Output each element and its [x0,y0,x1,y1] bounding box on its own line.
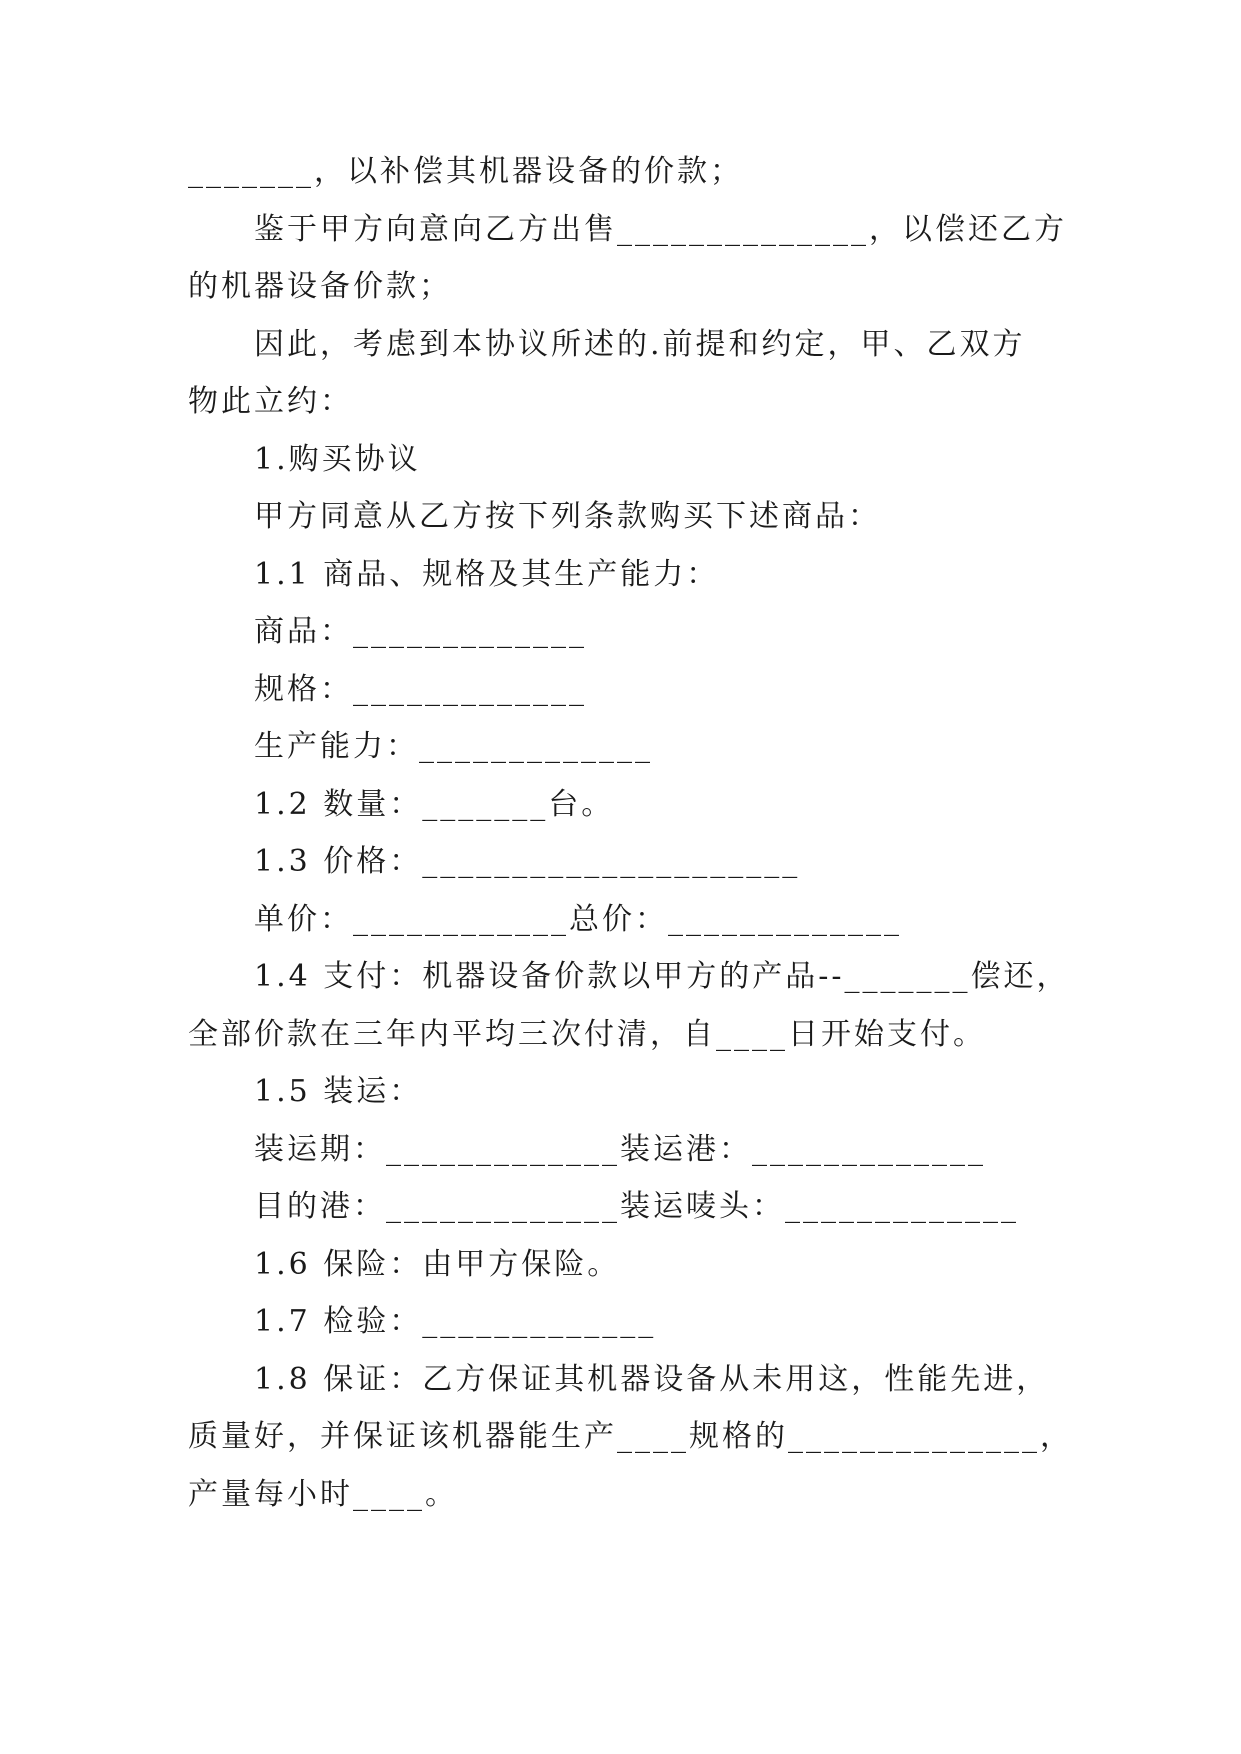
text-line: 鉴于甲方向意向乙方出售______________，以偿还乙方 [254,212,1067,247]
field-line: 规格：_____________ [254,672,587,707]
clause-line: 1.2 数量：_______台。 [254,787,615,822]
text-line: 的机器设备价款； [188,269,452,304]
text-line: 质量好，并保证该机器能生产____规格的______________， [188,1419,1073,1454]
text-line: _______，以补偿其机器设备的价款； [188,154,743,189]
clause-line: 1.8 保证：乙方保证其机器设备从未用这，性能先进， [254,1362,1050,1397]
field-line: 单价：____________总价：_____________ [254,902,902,937]
clause-line: 1.7 检验：_____________ [254,1304,657,1339]
clause-line: 1.6 保险：由甲方保险。 [254,1247,621,1282]
field-line: 目的港：_____________装运唛头：_____________ [254,1189,1019,1224]
section-heading: 1.购买协议 [254,442,421,477]
field-line: 商品：_____________ [254,614,587,649]
clause-line: 1.1 商品、规格及其生产能力： [254,557,720,592]
field-line: 生产能力：_____________ [254,729,653,764]
text-line: 全部价款在三年内平均三次付清，自____日开始支付。 [188,1017,986,1052]
text-line: 物此立约： [188,384,353,419]
text-line: 因此，考虑到本协议所述的.前提和约定，甲、乙双方 [254,327,1026,362]
clause-line: 1.4 支付：机器设备价款以甲方的产品--_______偿还， [254,959,1070,994]
text-line: 甲方同意从乙方按下列条款购买下述商品： [254,499,881,534]
text-line: 产量每小时____。 [188,1477,458,1512]
field-line: 装运期：_____________装运港：_____________ [254,1132,986,1167]
clause-line: 1.5 装运： [254,1074,423,1109]
clause-line: 1.3 价格：_____________________ [254,844,801,879]
